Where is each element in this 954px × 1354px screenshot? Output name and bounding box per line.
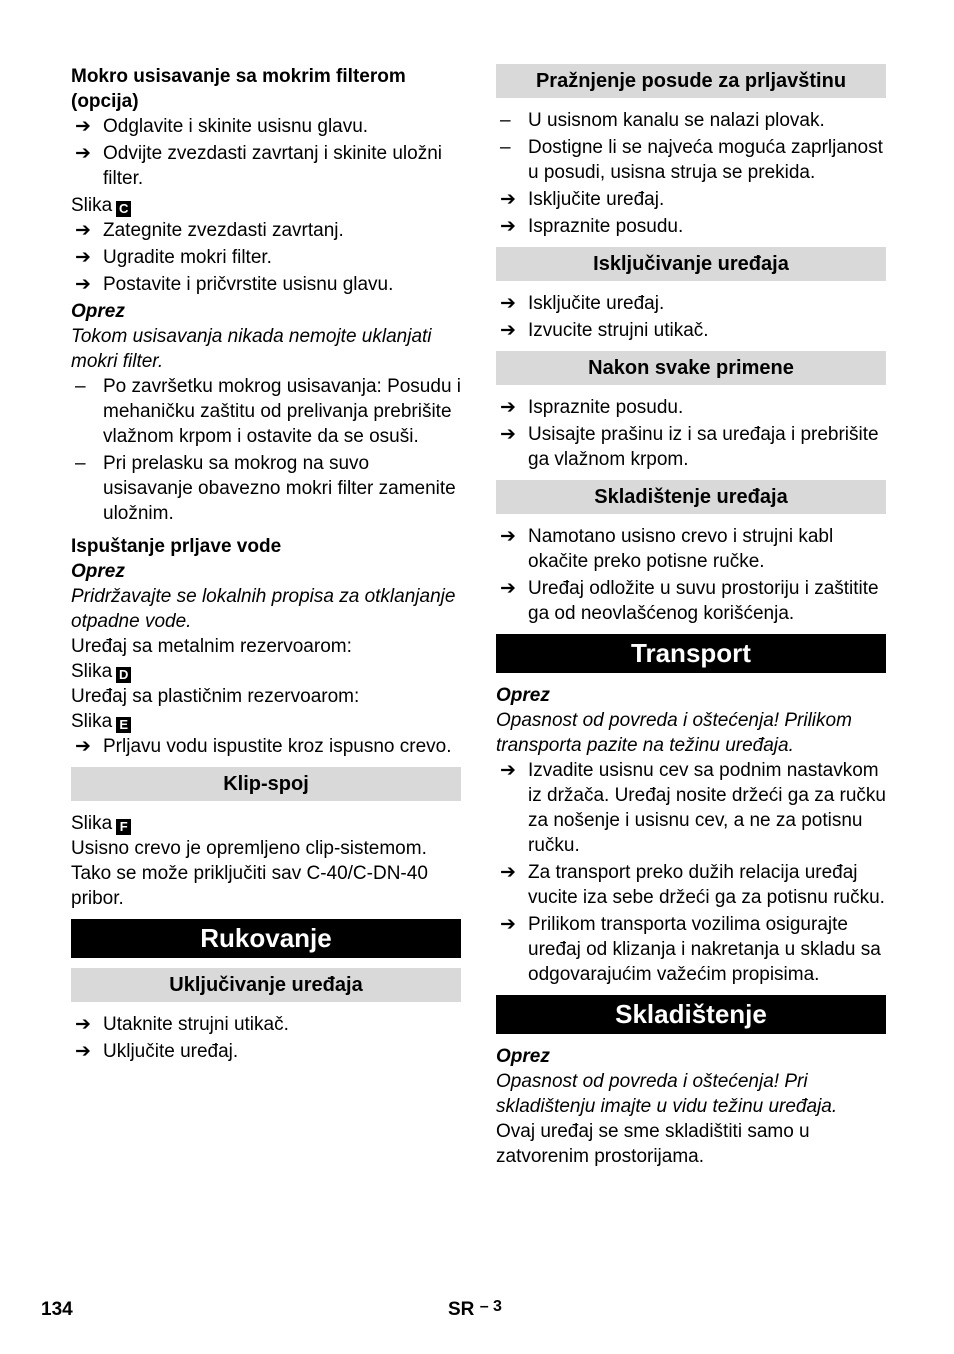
caution-text: Opasnost od povreda i oštećenja! Prilikom transporta pazite na težinu uređaja. [496, 710, 852, 756]
metal-tank-line: Uređaj sa metalnim rezervoarom: [71, 636, 352, 657]
language-code: SR $^{- 3}$ [448, 1298, 502, 1320]
section-heading-empty: Pražnjenje posude za prljavštinu [496, 64, 886, 98]
step-item: ➔ Za transport preko dužih relacija uređaj vucite iza sebe držeći ga za potisnu ručku. [500, 862, 885, 908]
step-item: ➔ Isključite uređaj. [500, 189, 665, 210]
step-item: ➔ Odvijte zvezdasti zavrtanj i skinite uložni filter. [75, 143, 442, 189]
note-item: – Dostigne li se najveća moguća zaprljanost u posudi, usisna struja se prekida. [500, 137, 883, 183]
arrow-icon: ➔ [500, 578, 516, 599]
caution-label: Oprez [71, 561, 125, 582]
section-heading-clip: Klip-spoj [71, 767, 461, 801]
arrow-icon: ➔ [75, 274, 91, 295]
step-item: ➔ Postavite i pričvrstite usisnu glavu. [75, 274, 394, 295]
arrow-icon: ➔ [500, 424, 516, 445]
step-item: ➔ Ispraznite posudu. [500, 397, 684, 418]
arrow-icon: ➔ [500, 914, 516, 935]
page-number: 134 [41, 1299, 73, 1320]
arrow-icon: ➔ [500, 320, 516, 341]
step-item: ➔ Utaknite strujni utikač. [75, 1014, 289, 1035]
drain-title: Ispuštanje prljave vode [71, 536, 282, 557]
step-item: ➔ Ispraznite posudu. [500, 216, 684, 237]
storage-text: Ovaj uređaj se sme skladištiti samo u zatvorenim prostorijama. [496, 1121, 810, 1167]
chapter-heading-transport: Transport [496, 634, 886, 673]
arrow-icon: ➔ [500, 216, 516, 237]
section-heading-off: Isključivanje uređaja [496, 247, 886, 281]
step-item: ➔ Prljavu vodu ispustite kroz ispusno crevo. [75, 736, 452, 757]
figure-ref: Slika D [71, 659, 461, 684]
section-heading-device-storage: Skladištenje uređaja [496, 480, 886, 514]
arrow-icon: ➔ [500, 526, 516, 547]
arrow-icon: ➔ [75, 247, 91, 268]
chapter-heading-skladistenje: Skladištenje [496, 995, 886, 1034]
wet-vacuum-title: Mokro usisavanje sa mokrim filterom (opcija) [71, 66, 406, 112]
figure-e-icon: E [116, 717, 131, 733]
figure-ref: Slika C [71, 193, 461, 218]
caution-text: Opasnost od povreda i oštećenja! Pri skladištenju imajte u vidu težinu uređaja. [496, 1071, 838, 1117]
dash-icon: – [500, 110, 511, 131]
step-item: ➔ Odglavite i skinite usisnu glavu. [75, 116, 369, 137]
step-item: ➔ Izvadite usisnu cev sa podnim nastavkom iz držača. Uređaj nosite držeći ga za ručku za nošenje i usisnu cev, a ne za potisnu ručku. [500, 760, 886, 856]
clip-text: Usisno crevo je opremljeno clip-sistemom. [71, 838, 427, 859]
dash-icon: – [75, 453, 86, 474]
arrow-icon: ➔ [75, 1014, 91, 1035]
arrow-icon: ➔ [75, 736, 91, 757]
plastic-tank-line: Uređaj sa plastičnim rezervoarom: [71, 686, 360, 707]
caution-label: Oprez [71, 301, 125, 322]
arrow-icon: ➔ [500, 189, 516, 210]
dash-icon: – [500, 137, 511, 158]
figure-f-icon: F [116, 819, 131, 835]
step-item: ➔ Prilikom transporta vozilima osigurajte uređaj od klizanja i nakretanja u skladu sa odgovarajućim važećim propisima. [500, 914, 881, 985]
step-item: ➔ Zategnite zvezdasti zavrtanj. [75, 220, 344, 241]
step-item: ➔ Uključite uređaj. [75, 1041, 239, 1062]
caution-label: Oprez [496, 685, 550, 706]
section-heading-on: Uključivanje uređaja [71, 968, 461, 1002]
right-column [496, 64, 886, 1169]
caution-label: Oprez [496, 1046, 550, 1067]
figure-c-icon: C [116, 201, 131, 217]
note-item: – Po završetku mokrog usisavanja: Posudu i mehaničku zaštitu od prelivanja prebrišite vlažnom krpom i ostavite da se osuši. [75, 376, 462, 447]
note-item: – Pri prelasku sa mokrog na suvo usisavanje obavezno mokri filter zamenite uložnim. [75, 453, 456, 524]
arrow-icon: ➔ [75, 116, 91, 137]
step-item: ➔ Izvucite strujni utikač. [500, 320, 709, 341]
arrow-icon: ➔ [500, 397, 516, 418]
figure-d-icon: D [116, 667, 131, 683]
caution-text: Pridržavajte se lokalnih propisa za otklanjanje otpadne vode. [71, 586, 456, 632]
figure-ref: Slika F [71, 811, 461, 836]
clip-text: Tako se može priključiti sav C-40/C-DN-40 pribor. [71, 863, 428, 909]
arrow-icon: ➔ [75, 143, 91, 164]
caution-text: Tokom usisavanja nikada nemojte uklanjati mokri filter. [71, 326, 432, 372]
arrow-icon: ➔ [500, 293, 516, 314]
arrow-icon: ➔ [500, 760, 516, 781]
figure-ref: Slika E [71, 709, 461, 734]
step-item: ➔ Namotano usisno crevo i strujni kabl okačite preko potisne ručke. [500, 526, 834, 572]
step-item: ➔ Isključite uređaj. [500, 293, 665, 314]
arrow-icon: ➔ [75, 1041, 91, 1062]
arrow-icon: ➔ [500, 862, 516, 883]
arrow-icon: ➔ [75, 220, 91, 241]
section-heading-after-use: Nakon svake primene [496, 351, 886, 385]
left-column [71, 64, 461, 1066]
step-item: ➔ Ugradite mokri filter. [75, 247, 272, 268]
note-item: – U usisnom kanalu se nalazi plovak. [500, 110, 825, 131]
dash-icon: – [75, 376, 86, 397]
chapter-heading-rukovanje: Rukovanje [71, 919, 461, 958]
step-item: ➔ Uređaj odložite u suvu prostoriju i zaštitite ga od neovlašćenog korišćenja. [500, 578, 879, 624]
step-item: ➔ Usisajte prašinu iz i sa uređaja i prebrišite ga vlažnom krpom. [500, 424, 879, 470]
